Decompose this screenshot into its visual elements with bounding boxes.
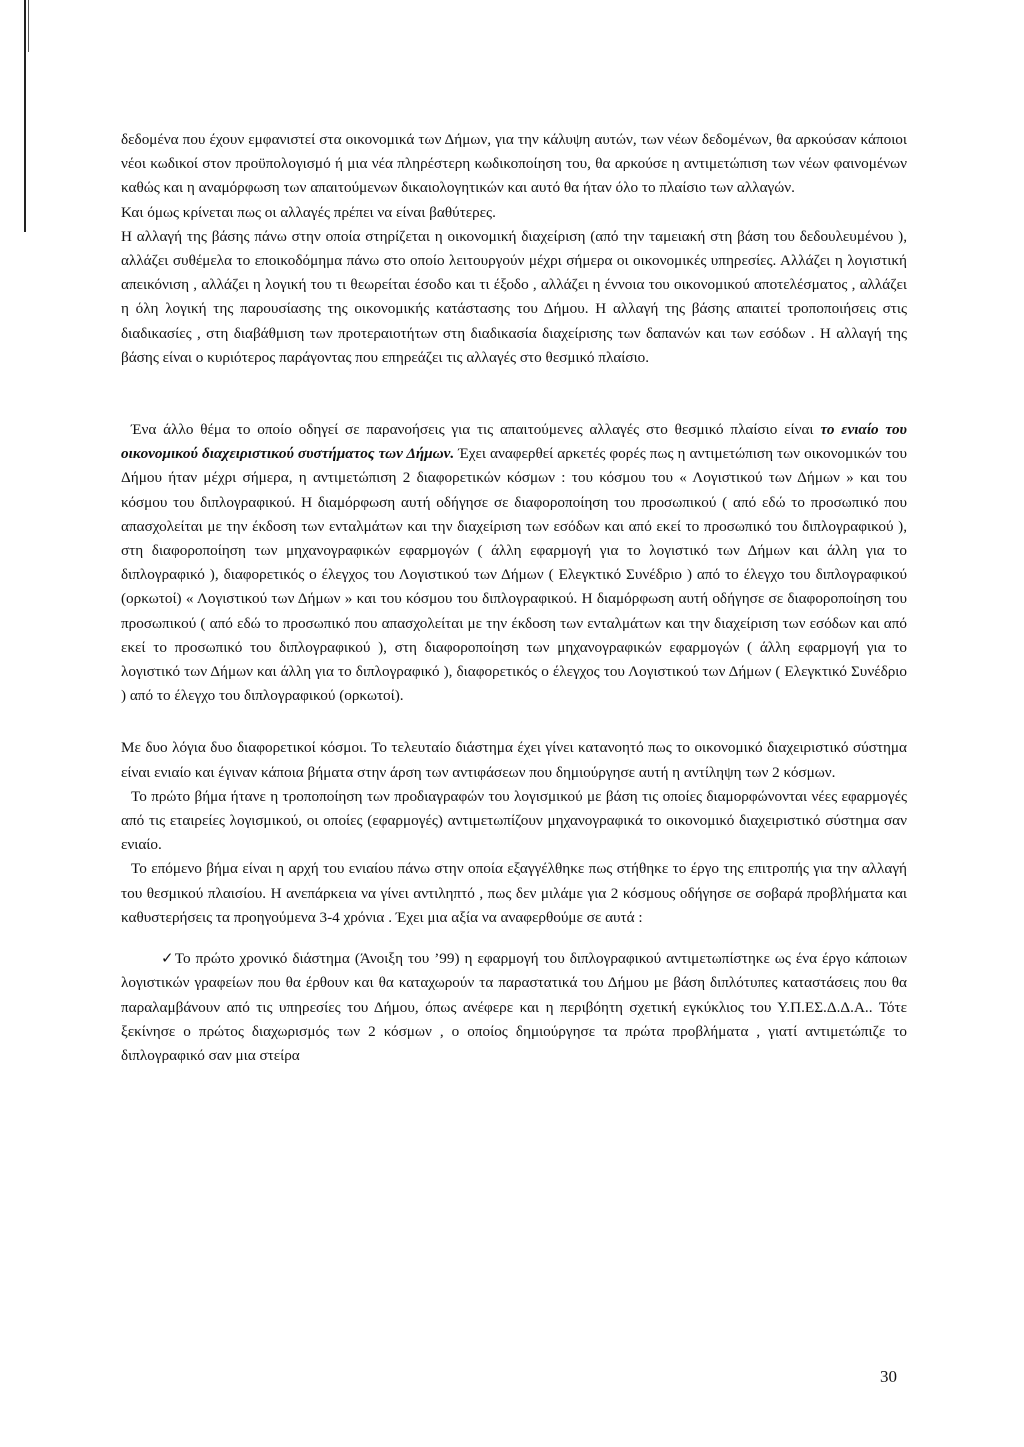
bullet-item-1 [121, 946, 907, 1068]
spacer [121, 708, 907, 736]
paragraph-4-emphasis: το ενιαίο του οικονομικού διαχειριστικού συστήματος των Δήμων. [121, 421, 907, 463]
spacer [121, 370, 907, 418]
paragraph-1: δεδομένα που έχουν εμφανιστεί στα οικονομικά των Δήμων, για την κάλυψη αυτών, των νέων δεδομένων, θα αρκούσαν κάποιοι νέοι κωδικοί στον προϋπολογισμό ή μια νέα πληρέστερη κωδικοποίηση του, θα αρκούσε η αντιμετώπιση των νέων φαινομένων καθώς και η αναμόρφωση των απαιτούμενων δικαιολογητικών και αυτό θα ήταν όλο το πλαίσιο των αλλαγών. [121, 131, 907, 197]
paragraph-4 [121, 418, 907, 708]
checkmark-icon: ✓ [161, 949, 175, 968]
paragraph-4-lead: Ένα άλλο θέμα το οποίο οδηγεί σε παρανοήσεις για τις απαιτούμενες αλλαγές στο θεσμικό πλαίσιο είναι [131, 421, 821, 439]
spacer [121, 930, 907, 946]
paragraph-6: Το πρώτο βήμα ήτανε η τροποποίηση των προδιαγραφών του λογισμικού με βάση τις οποίες διαμορφώνονται νέες εφαρμογές από τις εταιρείες λογισμικού, οι οποίες (εφαρμογές) αντιμετωπίζουν μηχανογραφικά το οικονομικό διαχειριστικό σύστημα σαν ενιαίο. [121, 787, 907, 854]
paragraph-4-rest: Έχει αναφερθεί αρκετές φορές πως η αντιμετώπιση των οικονομικών του Δήμου ήταν μέχρι σήμερα, η αντιμετώπιση 2 διαφορετικών κόσμων : του κόσμου του « Λογιστικού των Δήμων » και του κόσμου του διπλογραφικού. Η διαμόρφωση αυτή οδήγησε σε διαφοροποίηση του προσωπικού ( από εδώ το προσωπικό που απασχολείται με την έκδοση των ενταλμάτων και την διαχείριση των εσόδων και από εκεί το προσωπικό του διπλογραφικού ), στη διαφοροποίηση των μηχανογραφικών εφαρμογών ( άλλη εφαρμογή για το λογιστικό των Δήμων και άλλη για το διπλογραφικό ), διαφορετικός ο έλεγχος του Λογιστικού των Δήμων ( Ελεγκτικό Συνέδριο ) από το έλεγχο του διπλογραφικού (ορκωτοί) « Λογιστικού των Δήμων » και του κόσμου του διπλογραφικού. Η διαμόρφωση αυτή οδήγησε σε διαφοροποίηση του προσωπικού ( από εδώ το προσωπικό που απασχολείται με την έκδοση των ενταλμάτων και την διαχείριση των εσόδων και από εκεί το προσωπικό του διπλογραφικού ), στη διαφοροποίηση των μηχανογραφικών εφαρμογών ( άλλη εφαρμογή για το λογιστικό των Δήμων και άλλη για το διπλογραφικό ), διαφορετικός ο έλεγχος του Λογιστικού των Δήμων ( Ελεγκτικό Συνέδριο ) από το έλεγχο του διπλογραφικού (ορκωτοί). [121, 445, 907, 705]
bullet-item-1-text: Το πρώτο χρονικό διάστημα (Άνοιξη του ’99) η εφαρμογή του διπλογραφικού αντιμετωπίστηκε ως ένα έργο κάποιων λογιστικών γραφείων που θα έρθουν και θα καταχωρούν τα παραστατικά του Δήμου με βάση διπλότυπες καταστάσεις που θα παραλαμβάνουν από τις υπηρεσίες του Δήμου, όπως ανέφερε και η περιβόητη σχετική εγκύκλιος του Υ.Π.ΕΣ.Δ.Δ.Α.. Τότε ξεκίνησε ο πρώτος διαχωρισμός των 2 κόσμων , ο οποίος δημιούργησε τα πρώτα προβλήματα , γιατί αντιμετώπιζε το διπλογραφικό σαν μια στείρα [121, 950, 907, 1064]
paragraph-5: Με δυο λόγια δυο διαφορετικοί κόσμοι. Το τελευταίο διάστημα έχει γίνει κατανοητό πως το οικονομικό διαχειριστικό σύστημα είναι ενιαίο και έγιναν κάποια βήματα στην άρση των αντιφάσεων που δημιούργησε αυτή η αντίληψη των 2 κόσμων. [121, 739, 907, 781]
document-body [121, 128, 907, 1068]
page-number: 30 [880, 1367, 897, 1386]
paragraph-7: Το επόμενο βήμα είναι η αρχή του ενιαίου πάνω στην οποία εξαγγέλθηκε πως στήθηκε το έργο της επιτροπής για την αλλαγή του θεσμικού πλαισίου. Η ανεπάρκεια να γίνει αντιληπτό , πως δεν μιλάμε για 2 κόσμους οδήγησε σε σοβαρά προβλήματα και καθυστερήσεις τα προηγούμενα 3-4 χρόνια . Έχει μια αξία να αναφερθούμε σε αυτά : [121, 860, 907, 926]
paragraph-2: Και όμως κρίνεται πως οι αλλαγές πρέπει να είναι βαθύτερες. [121, 203, 496, 221]
scan-artifact-line-thin [28, 0, 29, 52]
paragraph-3: Η αλλαγή της βάσης πάνω στην οποία στηρίζεται η οικονομική διαχείριση (από την ταμειακή στη βάση του δεδουλευμένου ), αλλάζει συθέμελα το εποικοδόμημα πάνω στο οποίο λειτουργούν μέχρι σήμερα οι οικονομικές υπηρεσίες. Αλλάζει η λογιστική απεικόνιση , αλλάζει η λογική του τι θεωρείται έσοδο και τι έξοδο , αλλάζει η έννοια του οικονομικού αποτελέσματος , αλλάζει η όλη λογική της παρουσίασης της οικονομικής κατάστασης του Δήμου. Η αλλαγή της βάσης απαιτεί τροποποιήσεις στις διαδικασίες , στη διαβάθμιση των προτεραιοτήτων στη διαδικασία διαχείρισης των δαπανών και των εσόδων . Η αλλαγή της βάσης είναι ο κυριότερος παράγοντας που επηρεάζει τις αλλαγές στο θεσμικό πλαίσιο. [121, 227, 907, 366]
scan-artifact-line [24, 0, 26, 232]
